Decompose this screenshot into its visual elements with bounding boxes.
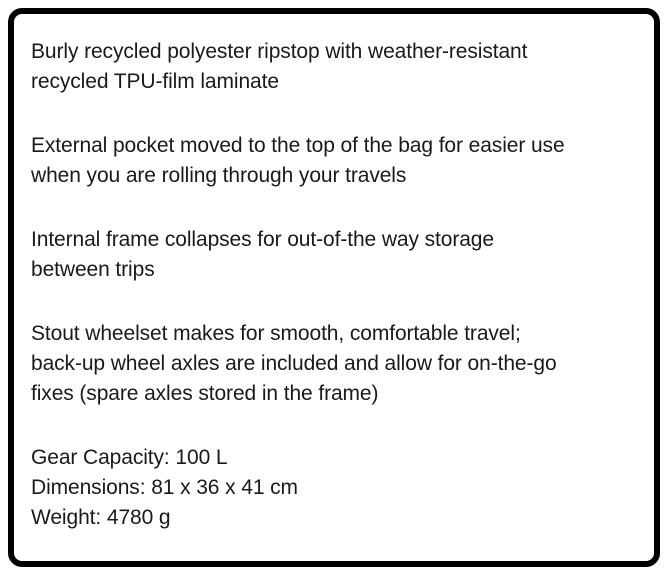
- feature-paragraph-fabric: [31, 37, 640, 97]
- text-line: between trips: [31, 258, 155, 281]
- text-line: Stout wheelset makes for smooth, comfortable travel;: [31, 322, 521, 345]
- feature-paragraph-wheelset: [31, 319, 640, 409]
- spec-line-weight: [31, 503, 640, 533]
- feature-paragraph-pocket: [31, 131, 640, 191]
- feature-paragraph-frame: [31, 225, 640, 285]
- spec-value: 4780 g: [106, 506, 171, 529]
- spec-label: Gear Capacity:: [31, 446, 170, 469]
- spec-label: Weight:: [31, 506, 102, 529]
- spec-line-gear-capacity: [31, 443, 640, 473]
- text-line: Internal frame collapses for out-of-the way storage: [31, 228, 494, 251]
- text-line: fixes (spare axles stored in the frame): [31, 382, 379, 405]
- text-line: External pocket moved to the top of the bag for easier use: [31, 134, 565, 157]
- spec-label: Dimensions:: [31, 476, 146, 499]
- text-line: when you are rolling through your travels: [31, 164, 407, 187]
- text-line: back-up wheel axles are included and allow for on-the-go: [31, 352, 557, 375]
- text-line: Burly recycled polyester ripstop with weather-resistant: [31, 40, 528, 63]
- spec-value: 100 L: [175, 446, 228, 469]
- spec-value: 81 x 36 x 41 cm: [151, 476, 298, 499]
- text-line: recycled TPU-film laminate: [31, 70, 279, 93]
- product-details-card: [8, 8, 660, 567]
- spec-line-dimensions: [31, 473, 640, 503]
- specs-block: [31, 443, 640, 533]
